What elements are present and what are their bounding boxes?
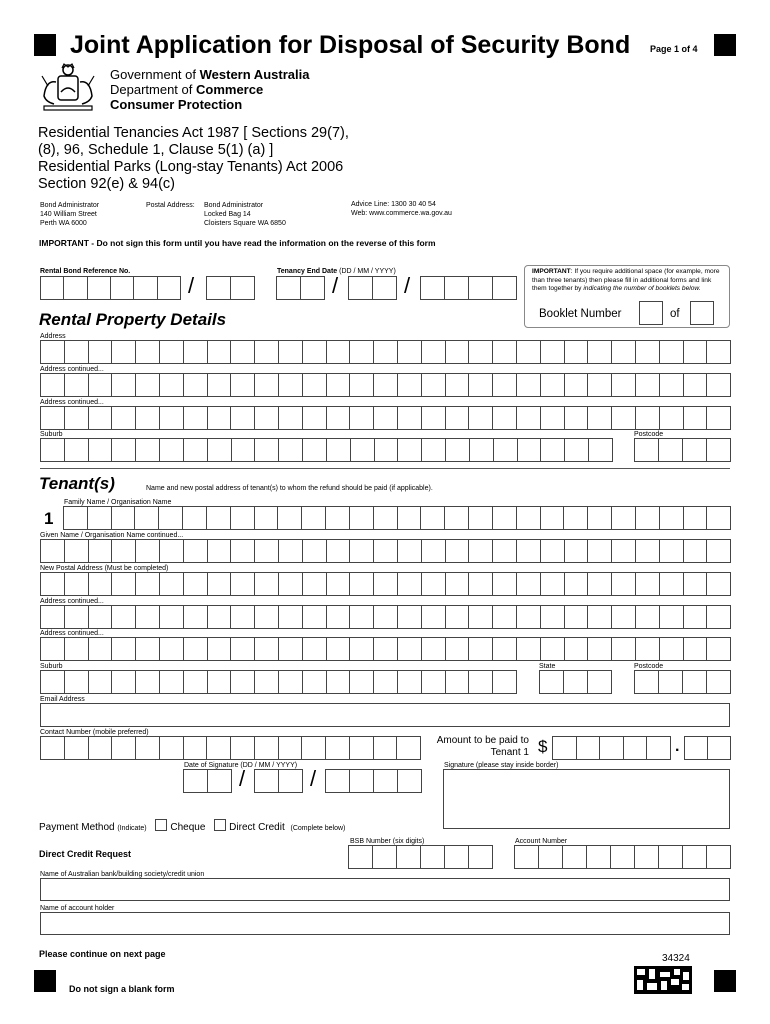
direct-credit-heading: Direct Credit Request xyxy=(39,849,132,859)
signature-label: Signature (please stay inside border) xyxy=(444,762,559,769)
signature-box[interactable] xyxy=(443,769,730,829)
signature-year-input[interactable] xyxy=(325,769,421,793)
given-name-input[interactable] xyxy=(40,539,730,563)
property-address-continued-input-2[interactable] xyxy=(40,406,730,430)
form-title: Joint Application for Disposal of Security Bond xyxy=(70,31,631,59)
payment-method: Payment Method (Indicate) Cheque Direct Credit (Complete below) xyxy=(39,819,345,833)
tenancy-date-separator: / xyxy=(404,273,411,298)
amount-cents-input[interactable] xyxy=(684,736,730,760)
tenant-state-label: State xyxy=(539,663,556,670)
account-number-label: Account Number xyxy=(515,838,568,845)
bond-administrator-address: Bond Administrator 140 William Street Perth WA 6000 xyxy=(40,202,100,227)
email-label: Email Address xyxy=(40,696,85,703)
advice-contacts: Advice Line: 1300 30 40 54 Web: www.commerce.wa.gov.au xyxy=(351,201,452,217)
property-address-input[interactable] xyxy=(40,340,730,364)
property-address-continued-input[interactable] xyxy=(40,373,730,397)
direct-credit-checkbox[interactable] xyxy=(214,819,226,831)
bsb-label: BSB Number (six digits) xyxy=(350,838,425,845)
tenancy-end-date-label: Tenancy End Date (DD / MM / YYYY) xyxy=(277,268,396,275)
family-name-input[interactable] xyxy=(63,506,730,530)
amount-dollars-input[interactable] xyxy=(552,736,670,760)
bank-name-label: Name of Australian bank/building society/credit union xyxy=(40,871,205,878)
tenancy-end-month-input[interactable] xyxy=(348,276,396,300)
bond-reference-suffix-input[interactable] xyxy=(206,276,254,300)
tenants-description: Name and new postal address of tenant(s) to whom the refund should be paid (if applicable). xyxy=(146,485,433,492)
tenant-suburb-label: Suburb xyxy=(40,663,63,670)
signature-day-input[interactable] xyxy=(183,769,231,793)
postal-address: Bond Administrator Locked Bag 14 Cloisters Square WA 6850 xyxy=(204,202,286,227)
registration-mark-bottom-left xyxy=(34,970,56,992)
email-input[interactable] xyxy=(40,703,730,727)
bond-reference-separator: / xyxy=(188,273,195,298)
signature-date-separator: / xyxy=(239,766,246,791)
property-postcode-label: Postcode xyxy=(634,431,664,438)
important-box-text: IMPORTANT: If you require additional space (for example, more than three tenants) then please fill in additional forms and link them together by indicating the number of booklets below. xyxy=(532,268,720,292)
given-name-label: Given Name / Organisation Name continued... xyxy=(40,532,184,539)
tenancy-end-day-input[interactable] xyxy=(276,276,324,300)
property-address-continued-label: Address continued... xyxy=(40,366,104,373)
section-divider xyxy=(40,468,730,469)
page-indicator: Page 1 of 4 xyxy=(650,44,698,54)
booklet-of-label: of xyxy=(670,308,680,320)
wa-crest-icon xyxy=(36,62,100,114)
tenant-number: 1 xyxy=(44,509,54,528)
tenant-address-continued-input-2[interactable] xyxy=(40,637,730,661)
tenant-address-continued-input[interactable] xyxy=(40,605,730,629)
property-address-label: Address xyxy=(40,333,66,340)
division-name: Consumer Protection xyxy=(110,97,243,112)
government-line: Government of Western Australia xyxy=(110,67,310,82)
postal-address-label: Postal Address: xyxy=(146,202,195,209)
department-line: Department of Commerce xyxy=(110,82,264,97)
booklet-total-input[interactable] xyxy=(690,301,714,325)
contact-number-input[interactable] xyxy=(40,736,420,760)
bond-reference-label: Rental Bond Reference No. xyxy=(40,268,131,275)
tenant-suburb-input[interactable] xyxy=(40,670,516,694)
blank-form-warning: Do not sign a blank form xyxy=(69,984,175,994)
tenant-postcode-input[interactable] xyxy=(634,670,730,694)
continue-note: Please continue on next page xyxy=(39,949,166,959)
contact-number-label: Contact Number (mobile preferred) xyxy=(40,729,149,736)
family-name-label: Family Name / Organisation Name xyxy=(64,499,172,506)
property-suburb-input[interactable] xyxy=(40,438,612,462)
bank-name-input[interactable] xyxy=(40,878,730,901)
signature-date-label: Date of Signature (DD / MM / YYYY) xyxy=(184,762,298,769)
property-suburb-label: Suburb xyxy=(40,431,63,438)
account-number-input[interactable] xyxy=(514,845,730,869)
signature-month-input[interactable] xyxy=(254,769,302,793)
form-number: 34324 xyxy=(662,953,690,964)
tenant-state-input[interactable] xyxy=(539,670,611,694)
registration-mark-bottom-right xyxy=(714,970,736,992)
booklet-number-input[interactable] xyxy=(639,301,663,325)
booklet-number-label: Booklet Number xyxy=(539,308,622,320)
registration-mark-top-right xyxy=(714,34,736,56)
bond-reference-input[interactable] xyxy=(40,276,180,300)
rental-property-heading: Rental Property Details xyxy=(39,310,227,329)
new-postal-address-input[interactable] xyxy=(40,572,730,596)
decimal-point: . xyxy=(675,738,680,755)
new-postal-address-label: New Postal Address (Must be completed) xyxy=(40,565,169,572)
signature-date-separator: / xyxy=(310,766,317,791)
registration-mark-top-left xyxy=(34,34,56,56)
property-postcode-input[interactable] xyxy=(634,438,730,462)
amount-label: Amount to be paid to Tenant 1 xyxy=(436,735,529,758)
account-holder-input[interactable] xyxy=(40,912,730,935)
cheque-checkbox[interactable] xyxy=(155,819,167,831)
important-banner: IMPORTANT - Do not sign this form until you have read the information on the reverse of this form xyxy=(39,238,436,248)
barcode-icon xyxy=(634,966,692,994)
tenancy-date-separator: / xyxy=(332,273,339,298)
tenant-postcode-label: Postcode xyxy=(634,663,664,670)
property-address-continued-label-2: Address continued... xyxy=(40,399,104,406)
tenants-heading: Tenant(s) xyxy=(39,474,115,493)
bsb-input[interactable] xyxy=(348,845,492,869)
tenant-address-continued-label: Address continued... xyxy=(40,598,104,605)
dollar-sign: $ xyxy=(538,737,548,756)
tenancy-end-year-input[interactable] xyxy=(420,276,516,300)
tenant-address-continued-label-2: Address continued... xyxy=(40,630,104,637)
account-holder-label: Name of account holder xyxy=(40,905,115,912)
legislation-text: Residential Tenancies Act 1987 [ Sections 29(7), (8), 96, Schedule 1, Clause 5(1) (a) ] Residential Parks (Long-stay Tenants) Act 2006 Section 92(e) & 94(c) xyxy=(38,125,349,192)
